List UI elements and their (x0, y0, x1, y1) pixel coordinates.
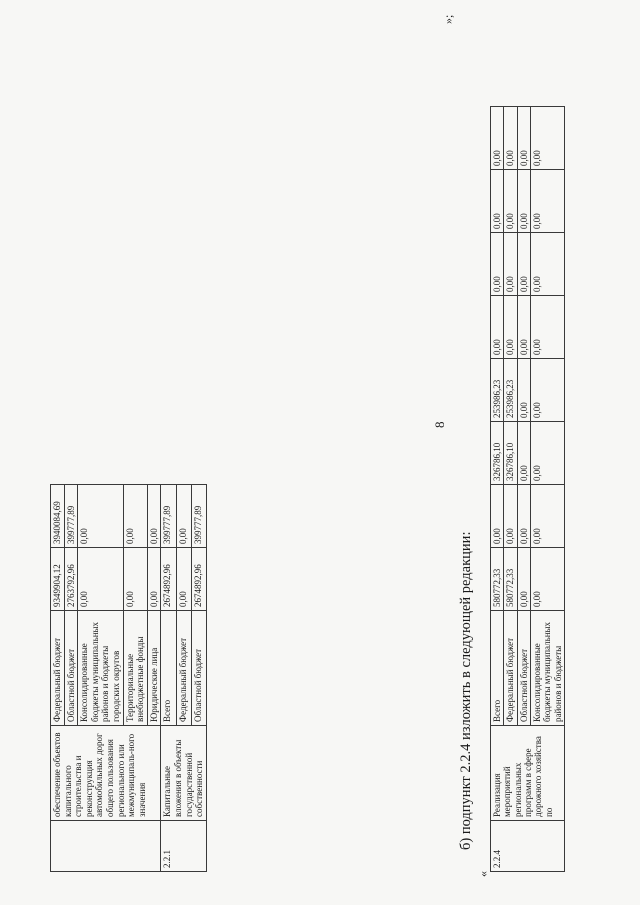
value-cell: 0,00 (491, 296, 504, 359)
table-row (161, 485, 176, 872)
value-cell: 580772,33 (491, 548, 504, 611)
source-label: Областной бюджет (64, 611, 78, 726)
source-label: Федеральный бюджет (504, 611, 517, 726)
value-cell: 0,00 (123, 485, 147, 548)
page-number: 8 (432, 421, 447, 428)
value-cell: 0,00 (517, 485, 530, 548)
source-label: Областной бюджет (517, 611, 530, 726)
measure-name: обеспечение объектов капитального строительства и реконструкция автомобильных дорог общего пользования регионального или межмуниципаль-ного значения (51, 726, 161, 821)
source-label: Областной бюджет (191, 611, 206, 726)
value-cell: 0,00 (78, 548, 123, 611)
value-cell: 2674892,96 (191, 548, 206, 611)
value-cell: 0,00 (531, 359, 565, 422)
rotated-content (20, 0, 620, 880)
subsection-table (490, 106, 565, 872)
source-label: Всего (161, 611, 176, 726)
value-cell: 0,00 (531, 170, 565, 233)
table-row (51, 485, 65, 872)
table-row (491, 107, 504, 872)
value-cell: 0,00 (517, 296, 530, 359)
value-cell: 399777,89 (191, 485, 206, 548)
value-cell: 0,00 (531, 548, 565, 611)
source-label: Федеральный бюджет (51, 611, 65, 726)
value-cell: 0,00 (531, 422, 565, 485)
source-label: Федеральный бюджет (176, 611, 191, 726)
value-cell: 253986,23 (491, 359, 504, 422)
value-cell: 326786,10 (491, 422, 504, 485)
value-cell: 0,00 (531, 233, 565, 296)
opening-quote: « (476, 871, 490, 877)
value-cell: 0,00 (147, 548, 161, 611)
row-number: 2.2.4 (491, 821, 565, 872)
value-cell: 0,00 (504, 233, 517, 296)
value-cell: 0,00 (491, 170, 504, 233)
funding-table (50, 484, 207, 872)
value-cell: 0,00 (491, 485, 504, 548)
value-cell: 0,00 (517, 107, 530, 170)
value-cell: 326786,10 (504, 422, 517, 485)
value-cell: 0,00 (504, 296, 517, 359)
subsection-heading: б) подпункт 2.2.4 изложить в следующей редакции: (458, 531, 474, 850)
source-label: Территориальные внебюджетные фонды (123, 611, 147, 726)
value-cell: 0,00 (491, 233, 504, 296)
value-cell: 0,00 (531, 107, 565, 170)
value-cell: 0,00 (504, 107, 517, 170)
row-number: 2.2.1 (161, 821, 206, 872)
value-cell: 253986,23 (504, 359, 517, 422)
value-cell: 0,00 (176, 485, 191, 548)
value-cell: 2763792,96 (64, 548, 78, 611)
value-cell: 0,00 (147, 485, 161, 548)
value-cell: 0,00 (517, 233, 530, 296)
closing-quote: »; (441, 14, 455, 24)
value-cell: 0,00 (176, 548, 191, 611)
value-cell: 0,00 (517, 359, 530, 422)
value-cell: 0,00 (78, 485, 123, 548)
value-cell: 0,00 (504, 170, 517, 233)
source-label: Всего (491, 611, 504, 726)
value-cell: 0,00 (517, 170, 530, 233)
value-cell: 0,00 (531, 485, 565, 548)
measure-name: Капитальные вложения в объекты государственной собственности (161, 726, 206, 821)
value-cell: 0,00 (504, 485, 517, 548)
measure-name: Реализация мероприятий региональных программ в сфере дорожного хозяйства по (491, 726, 565, 821)
source-label: Консолидированные бюджеты муниципальных районов и бюджеты городских округов (78, 611, 123, 726)
source-label: Юридические лица (147, 611, 161, 726)
value-cell: 3940084,69 (51, 485, 65, 548)
value-cell: 0,00 (517, 422, 530, 485)
value-cell: 0,00 (123, 548, 147, 611)
value-cell: 2674892,96 (161, 548, 176, 611)
value-cell: 580772,33 (504, 548, 517, 611)
value-cell: 399777,89 (161, 485, 176, 548)
source-label: Консолидированные бюджеты муниципальных районов и бюджеты (531, 611, 565, 726)
value-cell: 9349904,12 (51, 548, 65, 611)
value-cell: 0,00 (491, 107, 504, 170)
value-cell: 0,00 (517, 548, 530, 611)
value-cell: 0,00 (531, 296, 565, 359)
value-cell: 399777,89 (64, 485, 78, 548)
